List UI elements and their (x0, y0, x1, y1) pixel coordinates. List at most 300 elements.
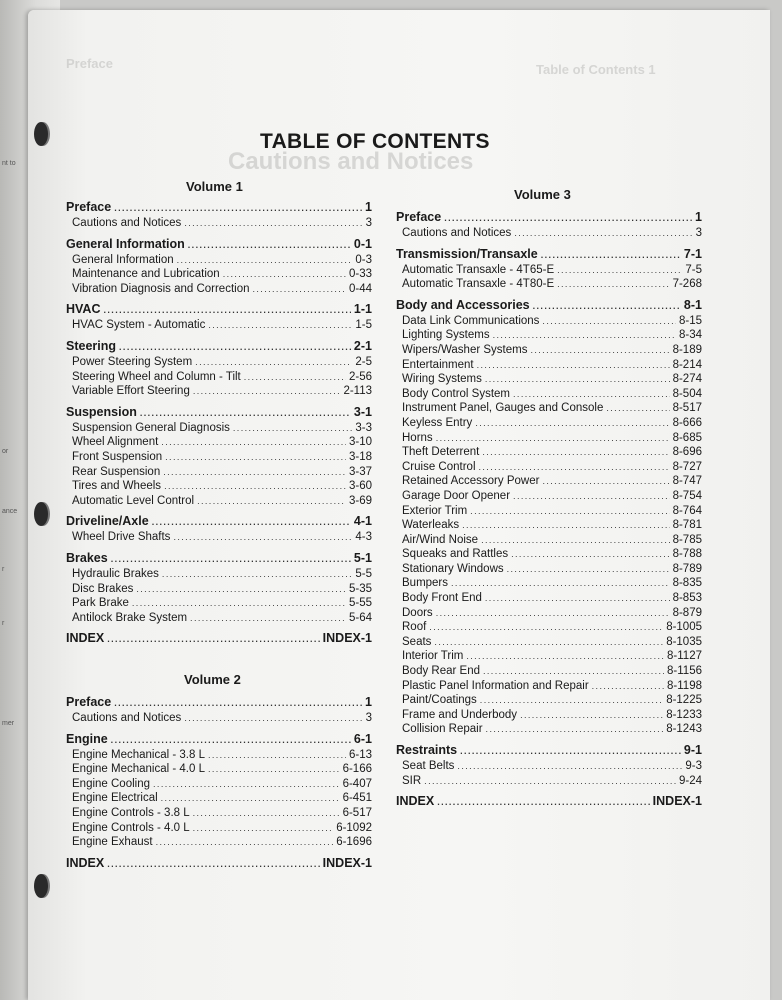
toc-entry-label: Engine Controls - 4.0 L (72, 821, 190, 834)
leader-dots (162, 567, 352, 582)
toc-entry-page-number: 1-5 (355, 319, 372, 332)
toc-entry-page-number: 5-64 (348, 611, 372, 624)
section-heading (66, 630, 372, 647)
section-heading (66, 731, 372, 748)
toc-entry-label: Paint/Coatings (402, 694, 477, 707)
toc-entry-label: Stationary Windows (402, 562, 504, 575)
toc-entry-label: Engine Electrical (72, 792, 158, 805)
leader-dots (434, 635, 663, 650)
toc-entry-page-number: 5-5 (355, 567, 372, 580)
section-heading (66, 404, 372, 421)
toc-entry (396, 547, 702, 562)
toc-entry-page-number: 2-5 (355, 355, 372, 368)
toc-entry (396, 263, 702, 278)
toc-entry (396, 387, 702, 402)
toc-entry-label: Automatic Transaxle - 4T80-E (402, 278, 555, 291)
leader-dots (136, 582, 346, 597)
toc-entry-page-number: 8-1127 (667, 650, 702, 663)
toc-entry-page-number: 4-3 (355, 531, 372, 544)
toc-entry (66, 611, 372, 626)
toc-entry (396, 606, 702, 621)
toc-entry-page-number: 3-10 (348, 436, 372, 449)
leader-dots (164, 479, 346, 494)
leader-dots (485, 591, 670, 606)
toc-entry-page-number: 8-504 (672, 387, 702, 400)
leader-dots (114, 200, 362, 216)
leader-dots (437, 794, 649, 810)
section-heading-page-number: INDEX-1 (322, 855, 372, 870)
section-heading-label: Driveline/Axle (66, 514, 149, 529)
toc-entry-label: Retained Accessory Power (402, 475, 540, 488)
leader-dots (507, 562, 670, 577)
section-heading-label: HVAC (66, 302, 101, 317)
leader-dots (429, 620, 663, 635)
toc-entry-label: Air/Wind Noise (402, 533, 479, 546)
toc-entry-label: Cautions and Notices (72, 217, 182, 229)
toc-entry-page-number: 3-69 (348, 494, 372, 507)
toc-entry-label: Plastic Panel Information and Repair (402, 679, 589, 692)
leader-dots (485, 372, 670, 387)
leader-dots (479, 460, 670, 475)
leader-dots (153, 777, 340, 792)
volume-3-title: Volume 3 (514, 187, 571, 202)
toc-entry-page-number: 8-764 (672, 504, 702, 517)
volume-3-toc (396, 209, 702, 810)
toc-entry-page-number: 8-274 (672, 373, 702, 386)
toc-entry-label: Body Front End (402, 592, 482, 605)
section-heading-page-number: INDEX-1 (322, 631, 372, 646)
toc-entry (66, 821, 372, 836)
bleed-through-header-left: Preface (66, 56, 113, 71)
section-heading-label: Brakes (66, 550, 108, 565)
leader-dots (457, 759, 682, 774)
toc-entry (396, 591, 702, 606)
toc-entry-page-number: 8-685 (672, 431, 702, 444)
toc-entry-page-number: 6-451 (342, 792, 372, 805)
toc-entry (66, 370, 372, 385)
toc-entry (66, 253, 372, 268)
section-heading-label: Steering (66, 338, 117, 353)
toc-entry-page-number: 8-781 (672, 519, 702, 532)
leader-dots (513, 387, 670, 402)
toc-entry-label: Variable Effort Steering (72, 385, 190, 398)
toc-entry-page-number: 8-785 (672, 533, 702, 546)
toc-section (66, 199, 372, 231)
toc-entry-page-number: 8-1243 (666, 723, 702, 736)
section-heading-label: Engine (66, 731, 108, 746)
leader-dots (111, 732, 351, 748)
section-heading-label: Suspension (66, 404, 137, 419)
toc-entry-page-number: 8-747 (672, 475, 702, 488)
section-heading (66, 513, 372, 530)
binder-hole (34, 874, 48, 898)
toc-entry-page-number: 8-789 (672, 562, 702, 575)
toc-entry-label: Exterior Trim (402, 504, 468, 517)
leader-dots (165, 450, 346, 465)
leader-dots (132, 596, 346, 611)
toc-entry-page-number: 6-407 (342, 777, 372, 790)
toc-entry-page-number: 3 (365, 217, 372, 229)
toc-entry-page-number: 8-754 (672, 489, 702, 502)
toc-entry-label: Antilock Brake System (72, 611, 188, 624)
leader-dots (152, 514, 351, 530)
toc-entry (396, 460, 702, 475)
toc-entry-label: Seat Belts (402, 760, 455, 772)
toc-entry (66, 806, 372, 821)
section-heading (396, 246, 702, 263)
under-page-fragment: ance (2, 508, 18, 515)
toc-entry-label: Collision Repair (402, 723, 483, 736)
toc-entry-page-number: 8-189 (672, 343, 702, 356)
toc-entry-page-number: 8-835 (672, 577, 702, 590)
section-heading-page-number: 7-1 (683, 246, 702, 261)
toc-entry-label: Theft Deterrent (402, 446, 480, 459)
toc-entry (66, 267, 372, 282)
toc-entry-label: Steering Wheel and Column - Tilt (72, 370, 241, 383)
toc-entry-page-number: 0-3 (355, 253, 372, 266)
section-heading-label: Restraints (396, 743, 458, 757)
leader-dots (184, 216, 362, 231)
leader-dots (480, 693, 663, 708)
toc-entry-label: Horns (402, 431, 433, 444)
section-heading-label: General Information (66, 236, 185, 251)
section-heading-page-number: 1 (365, 200, 372, 214)
toc-entry-page-number: 8-727 (672, 460, 702, 473)
toc-entry (396, 679, 702, 694)
volume-2-toc (66, 694, 372, 872)
toc-entry (396, 635, 702, 650)
leader-dots (193, 806, 340, 821)
volume-1-toc (66, 199, 372, 647)
section-heading (66, 301, 372, 318)
section-heading-label: Body and Accessories (396, 297, 530, 312)
toc-entry-page-number: 8-788 (672, 548, 702, 561)
toc-entry (396, 445, 702, 460)
leader-dots (107, 631, 319, 647)
leader-dots (111, 551, 351, 567)
document-page (28, 10, 770, 1000)
leader-dots (140, 405, 351, 421)
toc-section (396, 209, 702, 241)
section-heading (66, 694, 372, 711)
toc-entry-page-number: 3 (695, 227, 702, 239)
leader-dots (557, 277, 669, 292)
toc-entry (66, 384, 372, 399)
toc-entry-label: Body Control System (402, 387, 511, 400)
toc-entry-label: Lighting Systems (402, 329, 490, 342)
section-heading-page-number: 1-1 (353, 302, 372, 317)
toc-section (66, 404, 372, 509)
toc-entry (66, 748, 372, 763)
leader-dots (481, 533, 670, 548)
toc-entry (396, 489, 702, 504)
toc-entry-label: Interior Trim (402, 650, 464, 663)
toc-entry-page-number: 5-55 (348, 597, 372, 610)
section-heading-page-number: 8-1 (683, 297, 702, 312)
toc-entry-page-number: 8-696 (672, 446, 702, 459)
binder-hole (34, 122, 48, 146)
leader-dots (530, 343, 669, 358)
leader-dots (184, 711, 362, 726)
leader-dots (592, 679, 664, 694)
toc-section (66, 338, 372, 399)
toc-entry-label: Data Link Communications (402, 314, 540, 327)
toc-entry-label: Wheel Drive Shafts (72, 531, 171, 544)
section-heading-page-number: 1 (365, 695, 372, 709)
toc-entry-label: Engine Exhaust (72, 836, 153, 849)
leader-dots (193, 384, 341, 399)
section-heading-page-number: 0-1 (353, 236, 372, 251)
toc-entry-page-number: 8-879 (672, 606, 702, 619)
toc-section (396, 793, 702, 810)
leader-dots (173, 530, 352, 545)
toc-entry (66, 465, 372, 480)
leader-dots (208, 748, 346, 763)
toc-entry (66, 762, 372, 777)
section-heading-page-number: 4-1 (353, 514, 372, 529)
toc-entry (396, 431, 702, 446)
toc-entry (66, 479, 372, 494)
leader-dots (190, 611, 346, 626)
toc-section (396, 246, 702, 292)
toc-entry-page-number: 7-268 (672, 278, 702, 291)
section-heading-label: Preface (66, 695, 112, 709)
toc-entry-page-number: 3-60 (348, 480, 372, 493)
leader-dots (533, 298, 681, 314)
section-heading (66, 236, 372, 253)
toc-entry (396, 693, 702, 708)
leader-dots (436, 606, 670, 621)
bleed-through-heading: Cautions and Notices (228, 148, 474, 175)
leader-dots (511, 547, 669, 562)
volume-2-title: Volume 2 (184, 672, 241, 687)
toc-entry-label: Doors (402, 606, 433, 619)
leader-dots (233, 421, 352, 436)
toc-entry-label: Wheel Alignment (72, 436, 159, 449)
toc-entry-label: Automatic Level Control (72, 494, 195, 507)
bleed-through-header-right: Table of Contents 1 (536, 62, 656, 77)
leader-dots (557, 263, 682, 278)
toc-entry-label: SIR (402, 774, 422, 787)
toc-entry-label: Engine Cooling (72, 777, 151, 790)
toc-entry-page-number: 9-3 (685, 760, 702, 772)
toc-entry-label: Cautions and Notices (72, 712, 182, 724)
toc-entry-label: Cruise Control (402, 460, 476, 473)
section-heading (66, 199, 372, 216)
section-heading-label: Preface (66, 200, 112, 214)
toc-entry-label: Wiring Systems (402, 373, 482, 386)
toc-entry (66, 494, 372, 509)
toc-entry-page-number: 8-1035 (666, 635, 702, 648)
leader-dots (177, 253, 353, 268)
leader-dots (107, 856, 319, 872)
toc-entry-page-number: 6-166 (342, 763, 372, 776)
toc-entry-page-number: 6-1092 (336, 821, 372, 834)
section-heading (396, 209, 702, 226)
toc-entry (66, 216, 372, 231)
toc-entry (66, 777, 372, 792)
leader-dots (541, 247, 681, 263)
toc-section (396, 297, 702, 737)
toc-entry-label: Keyless Entry (402, 416, 473, 429)
section-heading-page-number: 5-1 (353, 550, 372, 565)
section-heading-page-number: 9-1 (683, 743, 702, 757)
toc-entry-label: Front Suspension (72, 450, 163, 463)
toc-entry-page-number: 3 (365, 712, 372, 724)
toc-entry (396, 576, 702, 591)
toc-entry (396, 277, 702, 292)
toc-entry (66, 530, 372, 545)
toc-entry (396, 759, 702, 774)
section-heading-page-number: 1 (695, 210, 702, 224)
toc-entry (66, 567, 372, 582)
leader-dots (513, 489, 670, 504)
toc-entry-page-number: 3-37 (348, 465, 372, 478)
toc-entry (66, 791, 372, 806)
toc-entry-label: Tires and Wheels (72, 480, 162, 493)
leader-dots (493, 328, 676, 343)
leader-dots (195, 355, 352, 370)
toc-entry (396, 722, 702, 737)
toc-entry-label: General Information (72, 253, 174, 266)
leader-dots (119, 339, 351, 355)
toc-entry (396, 774, 702, 789)
toc-entry-page-number: 8-34 (678, 329, 702, 342)
section-heading-label: INDEX (396, 794, 435, 809)
leader-dots (486, 722, 664, 737)
section-heading-label: Preface (396, 210, 442, 224)
toc-entry-label: Engine Controls - 3.8 L (72, 806, 190, 819)
toc-entry (66, 355, 372, 370)
leader-dots (475, 416, 669, 431)
toc-entry-page-number: 2-113 (343, 385, 372, 398)
leader-dots (436, 431, 670, 446)
leader-dots (606, 401, 669, 416)
toc-entry (66, 435, 372, 450)
leader-dots (542, 314, 676, 329)
toc-entry-label: Garage Door Opener (402, 489, 511, 502)
leader-dots (466, 649, 664, 664)
toc-entry-label: Wipers/Washer Systems (402, 343, 528, 356)
toc-entry-page-number: 8-1225 (666, 694, 702, 707)
toc-entry (396, 474, 702, 489)
toc-entry-page-number: 6-1696 (336, 836, 372, 849)
section-heading (396, 742, 702, 759)
toc-entry-page-number: 8-1198 (667, 679, 702, 692)
under-page-fragment: mer (2, 720, 15, 727)
leader-dots (460, 743, 681, 759)
toc-entry-label: Hydraulic Brakes (72, 567, 159, 580)
section-heading-page-number: INDEX-1 (652, 794, 702, 809)
toc-entry-label: Entertainment (402, 358, 474, 371)
toc-entry (396, 343, 702, 358)
leader-dots (477, 358, 670, 373)
toc-entry-label: Squeaks and Rattles (402, 548, 509, 561)
toc-entry-page-number: 6-13 (348, 748, 372, 761)
toc-entry (396, 314, 702, 329)
leader-dots (470, 504, 669, 519)
toc-section (66, 301, 372, 333)
leader-dots (188, 237, 351, 253)
leader-dots (444, 210, 692, 226)
toc-entry-label: HVAC System - Automatic (72, 319, 206, 332)
leader-dots (193, 821, 334, 836)
toc-entry-page-number: 8-853 (672, 592, 702, 605)
leader-dots (104, 302, 351, 318)
toc-entry (396, 620, 702, 635)
section-heading-page-number: 2-1 (353, 338, 372, 353)
toc-entry-label: Rear Suspension (72, 465, 161, 478)
section-heading (66, 338, 372, 355)
toc-entry-label: Waterleaks (402, 519, 460, 532)
toc-entry-label: Bumpers (402, 577, 449, 590)
toc-entry (66, 835, 372, 850)
toc-entry-page-number: 8-517 (672, 402, 702, 415)
toc-entry-label: Automatic Transaxle - 4T65-E (402, 263, 555, 276)
toc-entry-label: Frame and Underbody (402, 708, 518, 721)
toc-entry (66, 582, 372, 597)
page-title: TABLE OF CONTENTS (260, 130, 490, 153)
toc-entry-page-number: 3-18 (348, 450, 372, 463)
toc-entry (396, 562, 702, 577)
toc-entry-page-number: 3-3 (355, 421, 372, 434)
leader-dots (451, 576, 670, 591)
leader-dots (163, 465, 346, 480)
toc-entry (396, 708, 702, 723)
toc-entry-page-number: 7-5 (685, 263, 702, 276)
toc-entry-label: Engine Mechanical - 4.0 L (72, 763, 205, 776)
volume-1-title: Volume 1 (186, 179, 243, 194)
toc-entry (396, 328, 702, 343)
toc-entry-label: Park Brake (72, 597, 129, 610)
leader-dots (197, 494, 346, 509)
toc-entry-page-number: 8-666 (672, 416, 702, 429)
toc-entry-page-number: 0-33 (348, 268, 372, 281)
leader-dots (514, 226, 692, 241)
leader-dots (208, 318, 352, 333)
toc-entry (66, 421, 372, 436)
toc-entry-page-number: 9-24 (678, 774, 702, 787)
toc-entry-page-number: 2-56 (348, 370, 372, 383)
toc-section (66, 550, 372, 625)
toc-entry (396, 358, 702, 373)
toc-section (66, 855, 372, 872)
toc-entry-page-number: 8-1156 (667, 665, 702, 678)
toc-entry-label: Body Rear End (402, 665, 480, 678)
section-heading-page-number: 3-1 (353, 404, 372, 419)
toc-entry-page-number: 8-1233 (666, 708, 702, 721)
leader-dots (208, 762, 340, 777)
toc-entry (396, 416, 702, 431)
section-heading (396, 297, 702, 314)
section-heading (66, 855, 372, 872)
toc-entry-label: Seats (402, 635, 432, 648)
toc-entry (66, 596, 372, 611)
toc-entry (396, 664, 702, 679)
section-heading (66, 550, 372, 567)
toc-entry (66, 711, 372, 726)
leader-dots (520, 708, 663, 723)
under-page-fragment: r (2, 566, 5, 573)
toc-entry (66, 318, 372, 333)
leader-dots (424, 774, 676, 789)
leader-dots (156, 835, 334, 850)
toc-entry-label: Disc Brakes (72, 582, 134, 595)
section-heading-label: INDEX (66, 631, 105, 646)
toc-entry-page-number: 8-15 (678, 314, 702, 327)
binder-hole (34, 502, 48, 526)
leader-dots (482, 445, 669, 460)
